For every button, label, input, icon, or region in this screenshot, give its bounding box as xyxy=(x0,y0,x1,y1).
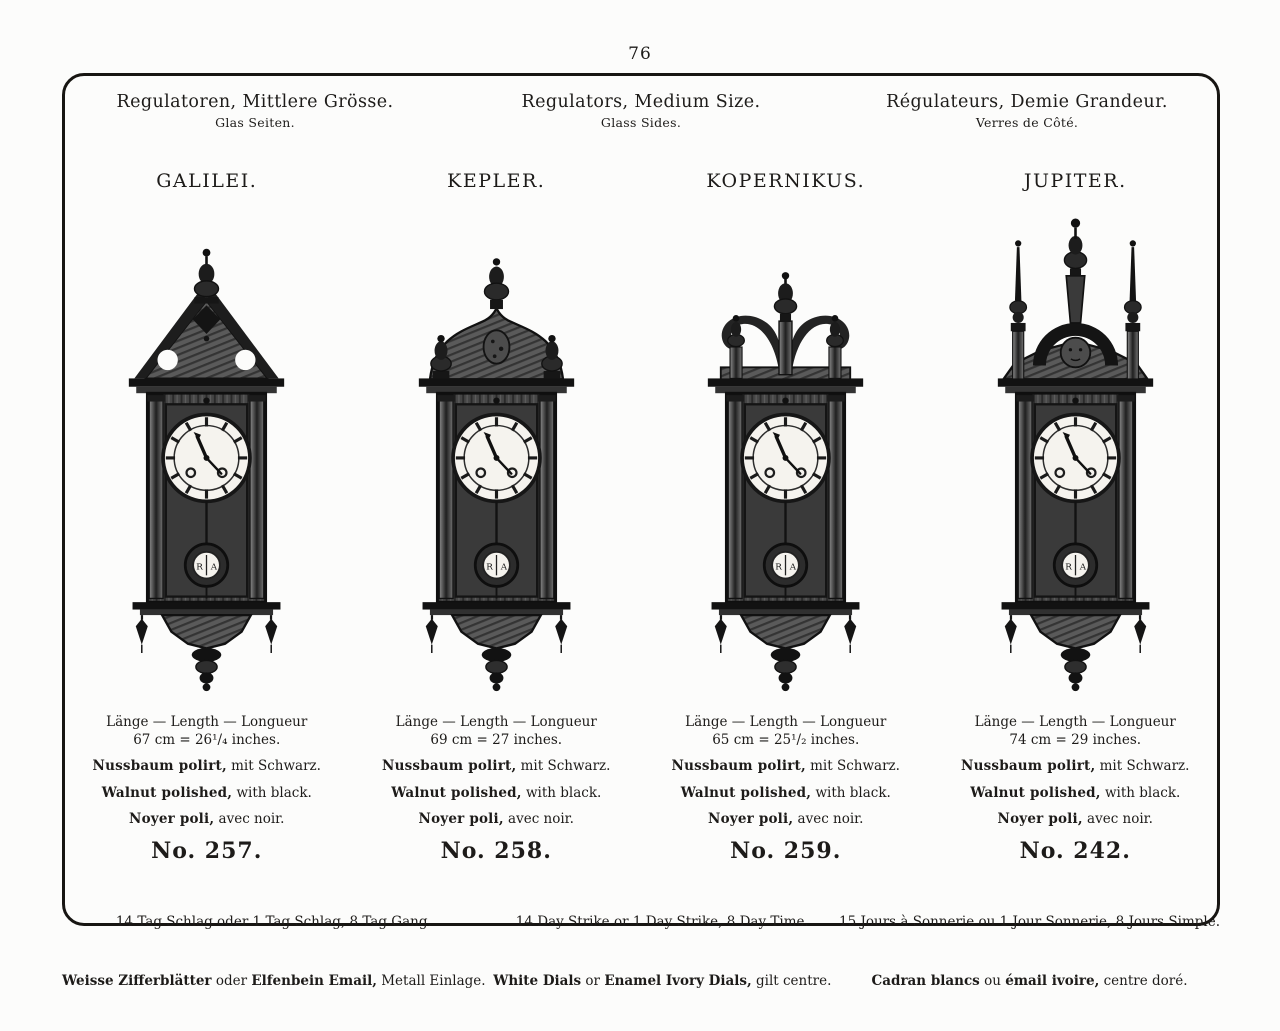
material-english: Walnut polished, with black. xyxy=(101,784,312,801)
dimensions: 69 cm = 27 inches. xyxy=(430,731,563,748)
clock-name-galilei: GALILEI. xyxy=(156,170,258,192)
header-german-title: Regulatoren, Mittlere Grösse. xyxy=(116,92,394,112)
footer-french xyxy=(839,874,1220,1031)
clock-description-kopernikus xyxy=(641,715,931,864)
header-english-title: Regulators, Medium Size. xyxy=(521,92,761,112)
galilei-pediment-icon xyxy=(135,249,279,379)
clock-description-kepler xyxy=(352,715,642,864)
material-french: Noyer poli, avec noir. xyxy=(997,811,1153,828)
clock-illustration-jupiter xyxy=(983,212,1168,702)
dimensions: 67 cm = 26¹/₄ inches. xyxy=(133,731,281,748)
clock-column-kopernikus xyxy=(641,160,931,864)
model-number: No. 257. xyxy=(151,837,263,864)
header-french-subtitle: Verres de Côté. xyxy=(975,115,1079,130)
kopernikus-crest-icon xyxy=(721,272,850,380)
page-number: 76 xyxy=(628,44,652,64)
header-french xyxy=(834,92,1220,130)
footer-french-line2: Cadran blancs ou émail ivoire, centre doré. xyxy=(871,972,1188,989)
header-french-title: Régulateurs, Demie Grandeur. xyxy=(886,92,1168,112)
material-french: Noyer poli, avec noir. xyxy=(129,811,285,828)
clock-illustration-kepler xyxy=(404,212,589,702)
header-english xyxy=(448,92,834,130)
clock-description-galilei xyxy=(62,715,352,864)
model-number: No. 242. xyxy=(1019,837,1131,864)
footer-french-line1: 15 Jours à Sonnerie ou 1 Jour Sonnerie, 8 Jours Simple. xyxy=(839,914,1220,931)
material-german: Nussbaum polirt, mit Schwarz. xyxy=(671,758,900,775)
material-french: Noyer poli, avec noir. xyxy=(708,811,864,828)
clock-name-kopernikus: KOPERNIKUS. xyxy=(706,170,866,192)
clock-illustration-box xyxy=(352,194,642,702)
clock-illustration-box xyxy=(931,194,1221,702)
length-label: Länge — Length — Longueur xyxy=(106,714,308,730)
material-german: Nussbaum polirt, mit Schwarz. xyxy=(382,758,611,775)
material-english: Walnut polished, with black. xyxy=(680,784,891,801)
length-label: Länge — Length — Longueur xyxy=(395,714,597,730)
clock-column-galilei xyxy=(62,160,352,864)
footer-english-line1: 14 Day Strike or 1 Day Strike, 8 Day Time. xyxy=(515,914,809,931)
footer-english-line2: White Dials or Enamel Ivory Dials, gilt centre. xyxy=(493,972,832,989)
clock-column-jupiter xyxy=(931,160,1221,864)
material-german: Nussbaum polirt, mit Schwarz. xyxy=(961,758,1190,775)
model-number: No. 258. xyxy=(440,837,552,864)
clock-name-kepler: KEPLER. xyxy=(447,170,546,192)
dimensions: 74 cm = 29 inches. xyxy=(1009,731,1142,748)
clock-illustration-galilei xyxy=(114,212,299,702)
headers-row xyxy=(62,92,1220,130)
clock-column-kepler xyxy=(352,160,642,864)
length-label: Länge — Length — Longueur xyxy=(974,714,1176,730)
dimensions: 65 cm = 25¹/₂ inches. xyxy=(712,731,860,748)
footer-german-line1: 14 Tag Schlag oder 1 Tag Schlag, 8 Tag Gang. xyxy=(115,914,432,931)
kepler-pediment-icon xyxy=(430,258,563,379)
header-german xyxy=(62,92,448,130)
clock-illustration-box xyxy=(62,194,352,702)
clock-description-jupiter xyxy=(931,715,1221,864)
material-english: Walnut polished, with black. xyxy=(391,784,602,801)
clocks-row xyxy=(62,160,1220,864)
footer-german-line2: Weisse Zifferblätter oder Elfenbein Email, Metall Einlage. xyxy=(62,972,486,989)
material-english: Walnut polished, with black. xyxy=(970,784,1181,801)
footer-german xyxy=(62,874,486,1031)
material-german: Nussbaum polirt, mit Schwarz. xyxy=(92,758,321,775)
material-french: Noyer poli, avec noir. xyxy=(418,811,574,828)
model-number: No. 259. xyxy=(730,837,842,864)
header-english-subtitle: Glass Sides. xyxy=(600,115,682,130)
length-label: Länge — Length — Longueur xyxy=(685,714,887,730)
header-german-subtitle: Glas Seiten. xyxy=(215,115,295,130)
footer-english xyxy=(486,874,839,1031)
clock-illustration-box xyxy=(641,194,931,702)
footer-row xyxy=(62,874,1220,1031)
clock-illustration-kopernikus xyxy=(693,212,878,702)
clock-name-jupiter: JUPITER. xyxy=(1023,170,1127,192)
jupiter-crest-icon xyxy=(1003,218,1147,379)
